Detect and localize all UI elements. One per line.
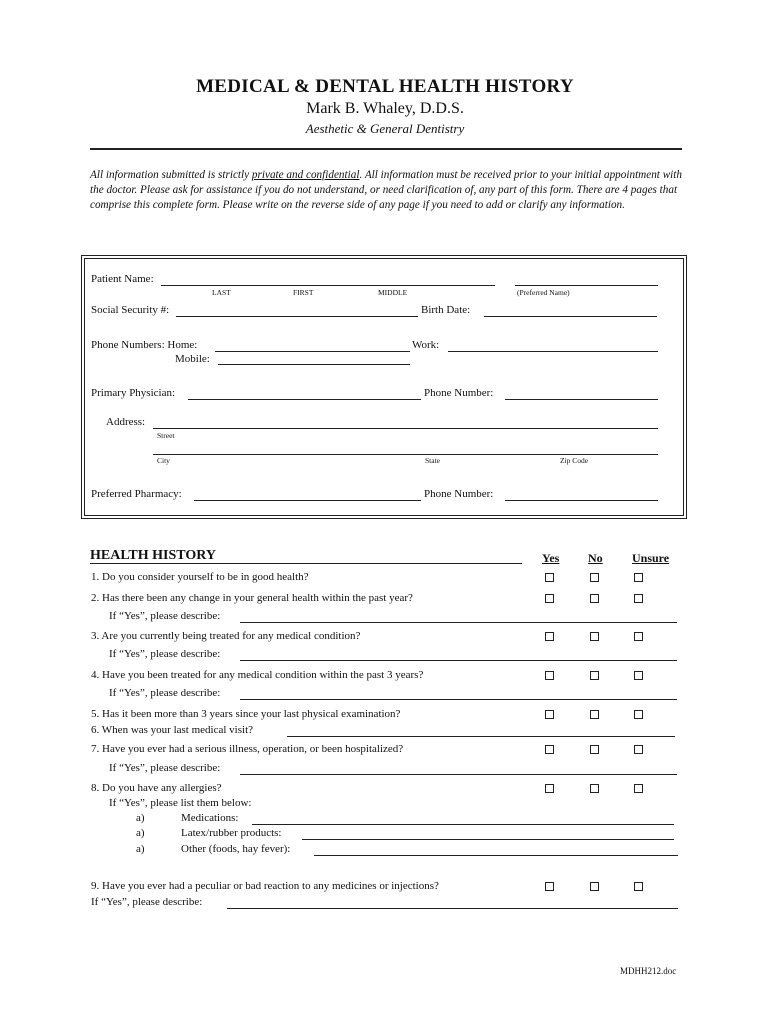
q4-unsure-checkbox[interactable] (634, 671, 643, 680)
header-divider (90, 148, 682, 150)
q9-unsure-checkbox[interactable] (634, 882, 643, 891)
document-filename: MDHH212.doc (620, 966, 677, 976)
notice-text-1: All information submitted is strictly (90, 169, 252, 181)
medications-field[interactable] (252, 824, 674, 825)
physician-field[interactable] (188, 399, 421, 400)
q9-describe-label: If “Yes”, please describe: (91, 896, 203, 908)
q5-no-checkbox[interactable] (590, 710, 599, 719)
q1-unsure-checkbox[interactable] (634, 573, 643, 582)
last-caption: LAST (212, 288, 231, 297)
city-state-zip-field[interactable] (153, 454, 658, 455)
form-title: MEDICAL & DENTAL HEALTH HISTORY (196, 76, 574, 97)
middle-caption: MIDDLE (378, 288, 408, 297)
work-phone-label: Work: (412, 339, 440, 351)
q2-no-checkbox[interactable] (590, 594, 599, 603)
street-field[interactable] (153, 428, 658, 429)
q3-yes-checkbox[interactable] (545, 632, 554, 641)
q4-describe-label: If “Yes”, please describe: (109, 687, 221, 699)
q8-no-checkbox[interactable] (590, 784, 599, 793)
unsure-column-header: Unsure (632, 551, 670, 565)
other-allergies-marker: a) (136, 843, 145, 855)
medications-marker: a) (136, 812, 145, 824)
latex-marker: a) (136, 827, 145, 839)
q5-unsure-checkbox[interactable] (634, 710, 643, 719)
zip-caption: Zip Code (560, 456, 589, 465)
mobile-label: Mobile: (175, 353, 210, 365)
physician-phone-field[interactable] (505, 399, 658, 400)
health-history-heading: HEALTH HISTORY (90, 548, 216, 563)
latex-label: Latex/rubber products: (181, 827, 282, 839)
question-4: 4. Have you been treated for any medical condition within the past 3 years? (91, 669, 424, 681)
confidentiality-notice (90, 168, 686, 213)
birth-date-label: Birth Date: (421, 304, 471, 316)
doctor-name: Mark B. Whaley, D.D.S. (306, 100, 464, 117)
q7-no-checkbox[interactable] (590, 745, 599, 754)
q9-yes-checkbox[interactable] (545, 882, 554, 891)
no-column-header: No (588, 551, 603, 565)
state-caption: State (425, 456, 440, 465)
q2-yes-checkbox[interactable] (545, 594, 554, 603)
q3-describe-field[interactable] (240, 660, 677, 661)
other-allergies-label: Other (foods, hay fever): (181, 843, 291, 855)
q2-unsure-checkbox[interactable] (634, 594, 643, 603)
patient-name-label: Patient Name: (91, 273, 154, 285)
pharmacy-field[interactable] (194, 500, 421, 501)
q8-list-label: If “Yes”, please list them below: (109, 797, 252, 809)
other-allergies-field[interactable] (314, 855, 678, 856)
q2-describe-field[interactable] (240, 622, 677, 623)
question-1: 1. Do you consider yourself to be in good health? (91, 571, 309, 583)
q6-answer-field[interactable] (287, 736, 675, 737)
q9-no-checkbox[interactable] (590, 882, 599, 891)
q4-no-checkbox[interactable] (590, 671, 599, 680)
q1-no-checkbox[interactable] (590, 573, 599, 582)
q7-yes-checkbox[interactable] (545, 745, 554, 754)
street-caption: Street (157, 431, 175, 440)
medications-label: Medications: (181, 812, 239, 824)
pharmacy-label: Preferred Pharmacy: (91, 488, 182, 500)
q7-unsure-checkbox[interactable] (634, 745, 643, 754)
preferred-name-field[interactable] (515, 285, 658, 286)
q8-yes-checkbox[interactable] (545, 784, 554, 793)
question-3: 3. Are you currently being treated for any medical condition? (91, 630, 361, 642)
ssn-field[interactable] (176, 316, 418, 317)
city-caption: City (157, 456, 170, 465)
address-label: Address: (106, 416, 146, 428)
q3-unsure-checkbox[interactable] (634, 632, 643, 641)
home-phone-field[interactable] (215, 351, 410, 352)
pharmacy-phone-label: Phone Number: (424, 488, 494, 500)
practice-name: Aesthetic & General Dentistry (305, 121, 465, 136)
birth-date-field[interactable] (484, 316, 657, 317)
patient-name-field[interactable] (161, 285, 495, 286)
ssn-label: Social Security #: (91, 304, 170, 316)
q5-yes-checkbox[interactable] (545, 710, 554, 719)
physician-label: Primary Physician: (91, 387, 176, 399)
question-8: 8. Do you have any allergies? (91, 782, 222, 794)
q4-describe-field[interactable] (240, 699, 677, 700)
q1-yes-checkbox[interactable] (545, 573, 554, 582)
health-history-underline (90, 563, 522, 564)
notice-text-2: . All information must be received prior to your initial appointment with the doctor. Please ask for assistance if you do not understand, or need clarification of, any part of this form. There are 4 pages that comprise this complete form. Please write on the reverse side of any page if you need to add or clarify any information. (90, 169, 682, 211)
question-9: 9. Have you ever had a peculiar or bad reaction to any medicines or injections? (91, 880, 439, 892)
q7-describe-field[interactable] (240, 774, 677, 775)
q4-yes-checkbox[interactable] (545, 671, 554, 680)
q8-unsure-checkbox[interactable] (634, 784, 643, 793)
q3-describe-label: If “Yes”, please describe: (109, 648, 221, 660)
first-caption: FIRST (293, 288, 314, 297)
q3-no-checkbox[interactable] (590, 632, 599, 641)
pharmacy-phone-field[interactable] (505, 500, 658, 501)
physician-phone-label: Phone Number: (424, 387, 494, 399)
mobile-field[interactable] (218, 364, 410, 365)
question-2: 2. Has there been any change in your general health within the past year? (91, 592, 413, 604)
yes-column-header: Yes (542, 551, 560, 565)
q9-describe-field[interactable] (227, 908, 678, 909)
question-7: 7. Have you ever had a serious illness, operation, or been hospitalized? (91, 743, 404, 755)
notice-underlined: private and confidential (251, 169, 360, 181)
question-6: 6. When was your last medical visit? (91, 724, 254, 736)
home-phone-label: Phone Numbers: Home: (91, 339, 198, 351)
preferred-caption: (Preferred Name) (517, 288, 570, 297)
q7-describe-label: If “Yes”, please describe: (109, 762, 221, 774)
question-5: 5. Has it been more than 3 years since your last physical examination? (91, 708, 401, 720)
q2-describe-label: If “Yes”, please describe: (109, 610, 221, 622)
work-phone-field[interactable] (448, 351, 658, 352)
latex-field[interactable] (302, 839, 674, 840)
